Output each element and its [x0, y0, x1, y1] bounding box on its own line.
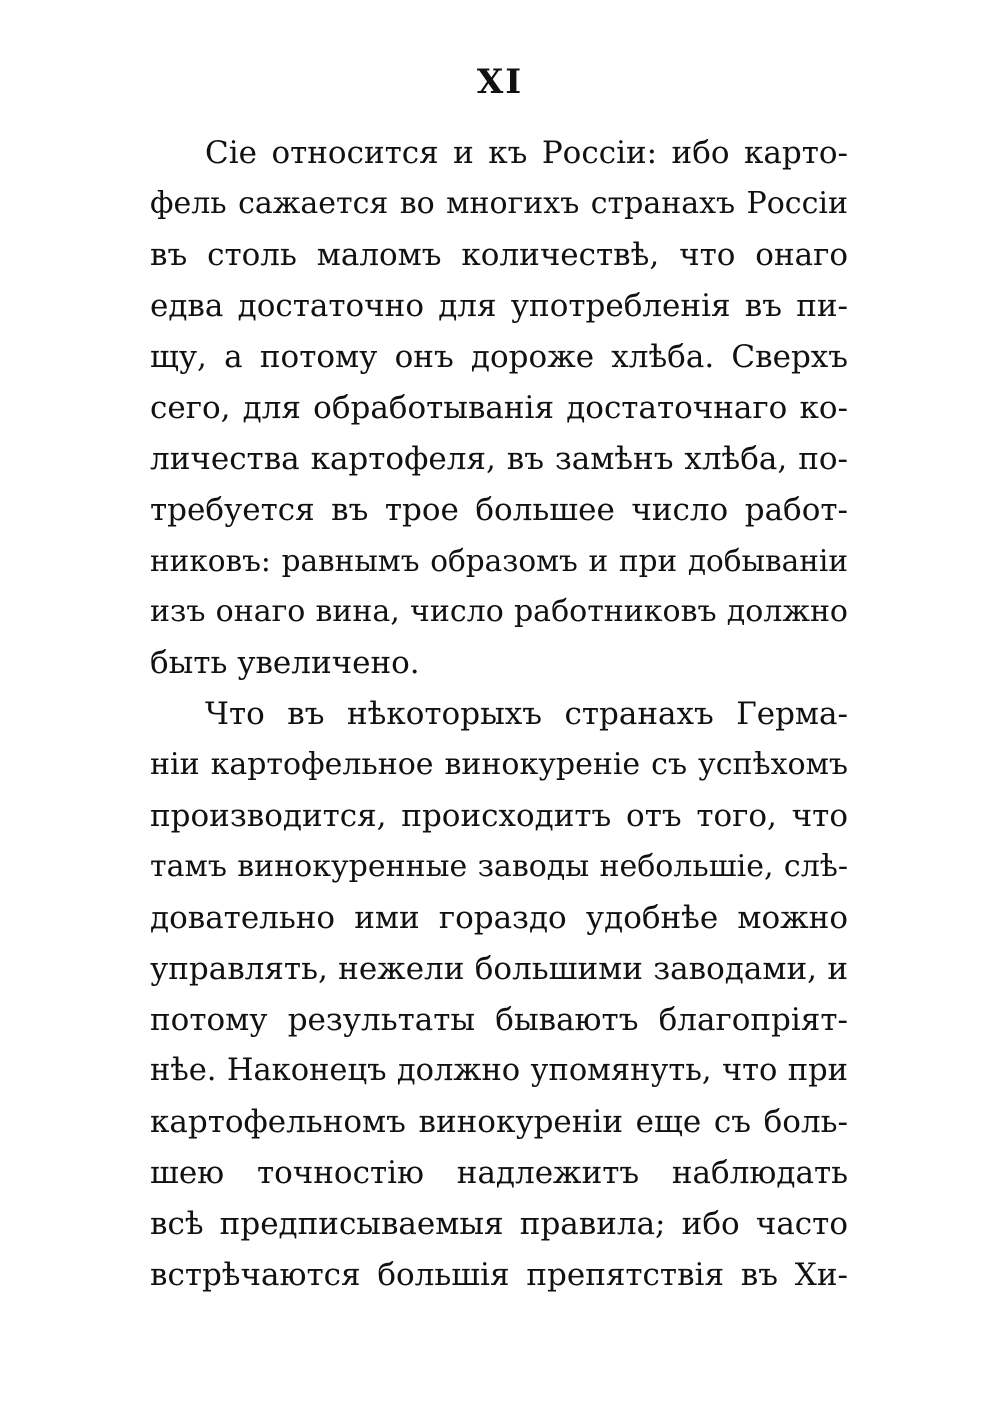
text-line: довательно ими гораздо удобнѣе можно	[150, 900, 848, 936]
page-number: XI	[476, 62, 524, 102]
text-line: потому результаты бываютъ благопріят-	[150, 1002, 848, 1038]
text-line: щу, а потому онъ дороже хлѣба. Сверхъ	[150, 339, 848, 375]
text-line: Сіе относится и къ Россіи: ибо карто-	[205, 135, 848, 171]
text-line: никовъ: равнымъ образомъ и при добываніи	[150, 544, 848, 578]
text-line: всѣ предписываемыя правила; ибо часто	[150, 1206, 848, 1242]
text-line: въ столь маломъ количествѣ, что онаго	[150, 237, 848, 273]
text-line: быть увеличено.	[150, 645, 420, 681]
text-line: ніи картофельное винокуреніе съ успѣхомъ	[150, 747, 848, 782]
text-line: нѣе. Наконецъ должно упомянуть, что при	[150, 1053, 848, 1088]
text-line: встрѣчаются большія препятствія въ Хи-	[150, 1257, 848, 1293]
text-line: картофельномъ винокуреніи еще съ боль-	[150, 1104, 848, 1140]
text-line: едва достаточно для употребленія въ пи-	[150, 288, 848, 324]
text-line: производится, происходитъ отъ того, что	[150, 798, 848, 834]
text-line: личества картофеля, въ замѣнъ хлѣба, по-	[150, 441, 848, 477]
text-line: сего, для обработыванія достаточнаго ко-	[150, 390, 848, 426]
text-line: Что въ нѣкоторыхъ странахъ Герма-	[205, 696, 848, 732]
text-line: управлять, нежели большими заводами, и	[150, 951, 848, 987]
text-line: тамъ винокуренные заводы небольшіе, слѣ-	[150, 849, 848, 884]
text-line: фель сажается во многихъ странахъ Россіи	[150, 186, 848, 221]
text-line: требуется въ трое большее число работ-	[150, 492, 848, 528]
text-line: изъ онаго вина, число работниковъ должно	[150, 594, 848, 629]
text-line: шею точностію надлежитъ наблюдать	[150, 1155, 848, 1191]
